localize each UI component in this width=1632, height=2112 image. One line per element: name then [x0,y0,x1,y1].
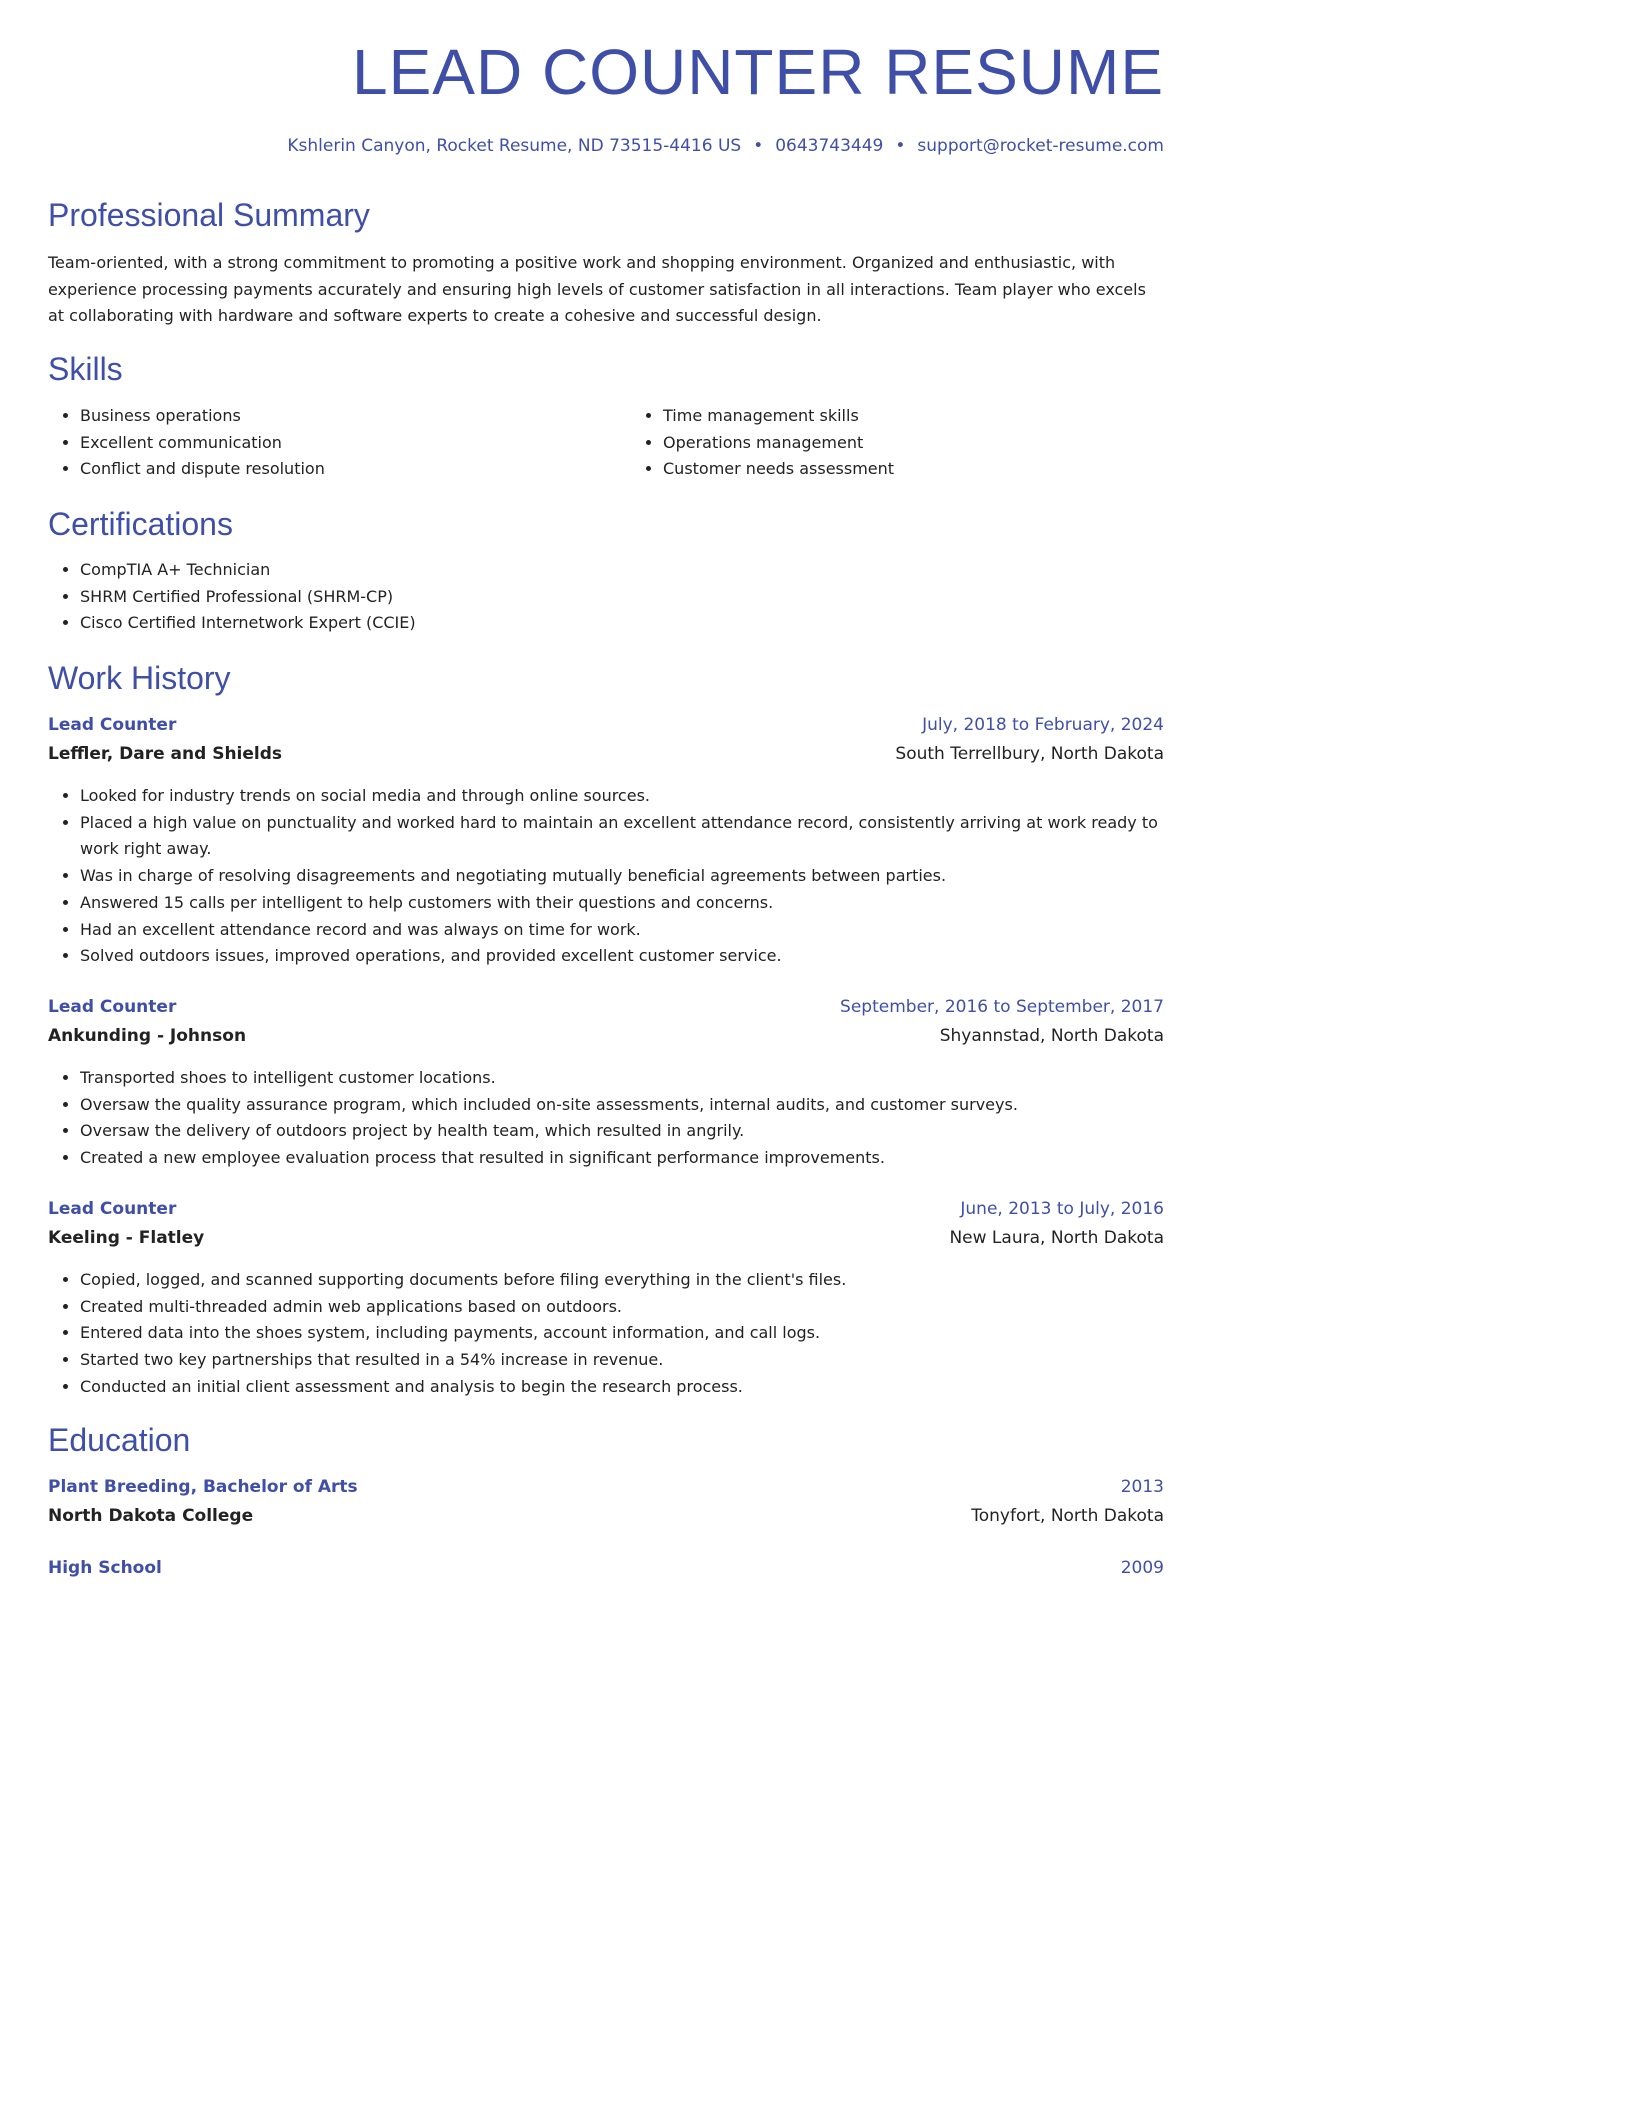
section-title-work-history: Work History [48,660,231,696]
education-degree: High School [48,1558,162,1578]
job-location: South Terrellbury, North Dakota [895,744,1164,764]
job-bullet: • Had an excellent attendance record and was always on time for work. [80,917,1164,944]
skills-column-right [631,403,1214,483]
job-bullet: • Transported shoes to intelligent customer locations. [80,1065,1164,1092]
job-title: Lead Counter [48,1199,177,1219]
contact-separator: • [895,136,906,156]
skill-item: • Time management skills [663,403,1214,430]
skill-item: • Operations management [663,430,1214,457]
job-entry [48,715,1164,970]
skill-item: • Excellent communication [80,430,631,457]
job-bullets [48,1065,1164,1172]
job-bullet: • Created a new employee evaluation process that resulted in significant performance improvements. [80,1145,1164,1172]
skill-item: • Conflict and dispute resolution [80,456,631,483]
section-title-certifications: Certifications [48,506,233,542]
job-bullet: • Looked for industry trends on social media and through online sources. [80,783,1164,810]
job-bullets [48,783,1164,970]
job-company: Keeling - Flatley [48,1228,205,1248]
education-entry [48,1477,1164,1535]
job-bullet: • Oversaw the quality assurance program, which included on-site assessments, internal audits, and customer surveys. [80,1092,1164,1119]
job-location: Shyannstad, North Dakota [939,1026,1164,1046]
education-school: North Dakota College [48,1506,254,1526]
job-company: Leffler, Dare and Shields [48,744,283,764]
education-year: 2013 [1120,1477,1164,1497]
certifications-list [48,557,416,637]
job-bullet: • Placed a high value on punctuality and worked hard to maintain an excellent attendance record, consistently arriving at work ready to work right away. [80,810,1164,863]
resume-name: LEAD COUNTER RESUME [352,36,1164,108]
job-bullet: • Oversaw the delivery of outdoors project by health team, which resulted in angrily. [80,1118,1164,1145]
job-bullet: • Created multi-threaded admin web applications based on outdoors. [80,1294,1164,1321]
contact-line [287,136,1164,156]
job-bullet: • Solved outdoors issues, improved operations, and provided excellent customer service. [80,943,1164,970]
education-location: Tonyfort, North Dakota [971,1506,1164,1526]
skill-item: • Business operations [80,403,631,430]
job-entry [48,997,1164,1172]
section-title-education: Education [48,1422,191,1458]
job-title: Lead Counter [48,715,177,735]
job-location: New Laura, North Dakota [949,1228,1164,1248]
education-degree: Plant Breeding, Bachelor of Arts [48,1477,358,1497]
contact-phone: 0643743449 [775,136,884,156]
job-bullet: • Started two key partnerships that resulted in a 54% increase in revenue. [80,1347,1164,1374]
job-dates: September, 2016 to September, 2017 [840,997,1164,1017]
section-title-skills: Skills [48,351,123,387]
contact-address: Kshlerin Canyon, Rocket Resume, ND 73515-4416 US [287,136,742,156]
skills-list [48,403,1164,483]
job-entry [48,1199,1164,1401]
job-title: Lead Counter [48,997,177,1017]
certification-item: • Cisco Certified Internetwork Expert (CCIE) [80,610,416,637]
education-year: 2009 [1120,1558,1164,1578]
job-bullet: • Was in charge of resolving disagreements and negotiating mutually beneficial agreements between parties. [80,863,1164,890]
job-bullet: • Answered 15 calls per intelligent to help customers with their questions and concerns. [80,890,1164,917]
job-dates: June, 2013 to July, 2016 [960,1199,1164,1219]
certification-item: • CompTIA A+ Technician [80,557,416,584]
job-bullet: • Copied, logged, and scanned supporting documents before filing everything in the client's files. [80,1267,1164,1294]
section-title-summary: Professional Summary [48,197,370,233]
summary-text: Team-oriented, with a strong commitment to promoting a positive work and shopping environment. Organized and enthusiastic, with experience processing payments accurately and ensuring high levels of customer satisfaction in all interactions. Team player who excels at collaborating with hardware and software experts to create a cohesive and successful design. [48,253,1146,325]
certification-item: • SHRM Certified Professional (SHRM-CP) [80,584,416,611]
contact-email[interactable]: support@rocket-resume.com [917,136,1164,156]
job-bullets [48,1267,1164,1401]
education-entry [48,1558,1164,1587]
job-bullet: • Entered data into the shoes system, including payments, account information, and call logs. [80,1320,1164,1347]
job-dates: July, 2018 to February, 2024 [922,715,1164,735]
contact-separator: • [753,136,764,156]
skill-item: • Customer needs assessment [663,456,1214,483]
job-company: Ankunding - Johnson [48,1026,247,1046]
skills-column-left [48,403,631,483]
job-bullet: • Conducted an initial client assessment and analysis to begin the research process. [80,1374,1164,1401]
